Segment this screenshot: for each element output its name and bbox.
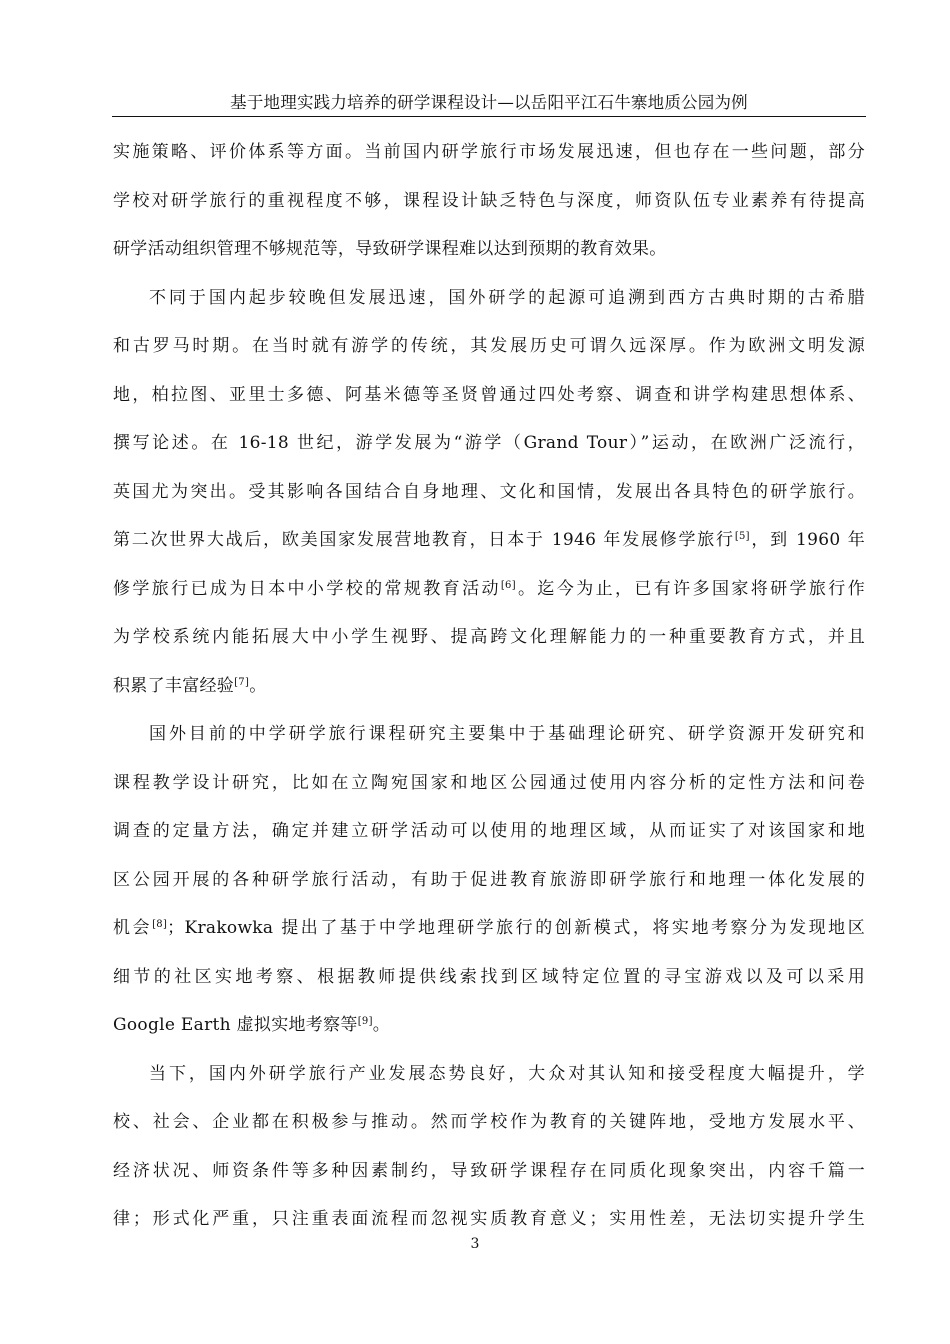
text-line: 英国尤为突出。受其影响各国结合自身地理、文化和国情，发展出各具特色的研学旅行。 <box>113 481 865 502</box>
text-line: 撰写论述。在 16-18 世纪，游学发展为“游学（Grand Tour）”运动，在欧洲广泛流行， <box>113 433 865 453</box>
text-line: 调查的定量方法，确定并建立研学活动可以使用的地理区域，从而证实了对该国家和地 <box>113 821 865 841</box>
text-line: 当下，国内外研学旅行产业发展态势良好，大众对其认知和接受程度大幅提升，学 <box>149 1063 865 1084</box>
paragraph-4 <box>113 1050 865 1244</box>
text-run: 机会 <box>113 918 153 938</box>
citation-ref: [8] <box>152 919 168 930</box>
text-run: 。 <box>372 1015 391 1035</box>
text-line: 不同于国内起步较晚但发展迅速，国外研学的起源可追溯到西方古典时期的古希腊 <box>149 287 865 308</box>
text-line: 律；形式化严重，只注重表面流程而忽视实质教育意义；实用性差，无法切实提升学生 <box>113 1209 865 1229</box>
text-line: 研学活动组织管理不够规范等，导致研学课程难以达到预期的教育效果。 <box>113 239 667 259</box>
citation-ref: [5] <box>734 531 750 542</box>
text-line: 实施策略、评价体系等方面。当前国内研学旅行市场发展迅速，但也存在一些问题，部分 <box>113 142 865 162</box>
text-run: 修学旅行已成为日本中小学校的常规教育活动 <box>113 578 501 599</box>
text-line: 经济状况、师资条件等多种因素制约，导致研学课程存在同质化现象突出，内容千篇一 <box>113 1160 865 1181</box>
citation-ref: [9] <box>357 1016 373 1027</box>
citation-ref: [6] <box>500 579 516 591</box>
text-run: 积累了丰富经验 <box>113 675 235 696</box>
text-line <box>113 662 865 711</box>
text-line: 和古罗马时期。在当时就有游学的传统，其发展历史可谓久远深厚。作为欧洲文明发源 <box>113 336 865 356</box>
text-line: 为学校系统内能拓展大中小学生视野、提高跨文化理解能力的一种重要教育方式，并且 <box>113 627 865 647</box>
running-header: 基于地理实践力培养的研学课程设计—以岳阳平江石牛寨地质公园为例 <box>112 92 866 117</box>
text-line <box>113 904 865 953</box>
body-text <box>113 128 865 1244</box>
text-line: 学校对研学旅行的重视程度不够，课程设计缺乏特色与深度，师资队伍专业素养有待提高 <box>113 190 865 211</box>
text-line: 课程教学设计研究，比如在立陶宛国家和地区公园通过使用内容分析的定性方法和问卷 <box>113 772 865 793</box>
text-line: 校、社会、企业都在积极参与推动。然而学校作为教育的关键阵地，受地方发展水平、 <box>113 1112 865 1132</box>
text-line <box>113 1001 865 1050</box>
text-run: ；Krakowka 提出了基于中学地理研学旅行的创新模式，将实地考察分为发现地区 <box>167 918 866 938</box>
page-number: 3 <box>470 1236 480 1252</box>
text-run: 。迄今为止，已有许多国家将研学旅行作 <box>515 578 866 599</box>
text-run: 第二次世界大战后，欧美国家发展营地教育，日本于 1946 年发展修学旅行 <box>113 530 735 550</box>
paragraph-2 <box>113 274 865 711</box>
text-line: 区公园开展的各种研学旅行活动，有助于促进教育旅游即研学旅行和地理一体化发展的 <box>113 869 865 890</box>
paragraph-1 <box>113 128 865 274</box>
text-line <box>113 565 865 614</box>
paragraph-3 <box>113 710 865 1050</box>
text-run: ，到 1960 年 <box>749 530 865 550</box>
text-line: 地，柏拉图、亚里士多德、阿基米德等圣贤曾通过四处考察、调查和讲学构建思想体系、 <box>113 384 865 405</box>
text-line <box>113 516 865 565</box>
text-run: 。 <box>249 675 267 696</box>
text-line: 国外目前的中学研学旅行课程研究主要集中于基础理论研究、研学资源开发研究和 <box>149 724 865 744</box>
text-line: 细节的社区实地考察、根据教师提供线索找到区域特定位置的寻宝游戏以及可以采用 <box>113 966 865 987</box>
text-run: Google Earth 虚拟实地考察等 <box>113 1015 358 1035</box>
citation-ref: [7] <box>234 676 250 688</box>
